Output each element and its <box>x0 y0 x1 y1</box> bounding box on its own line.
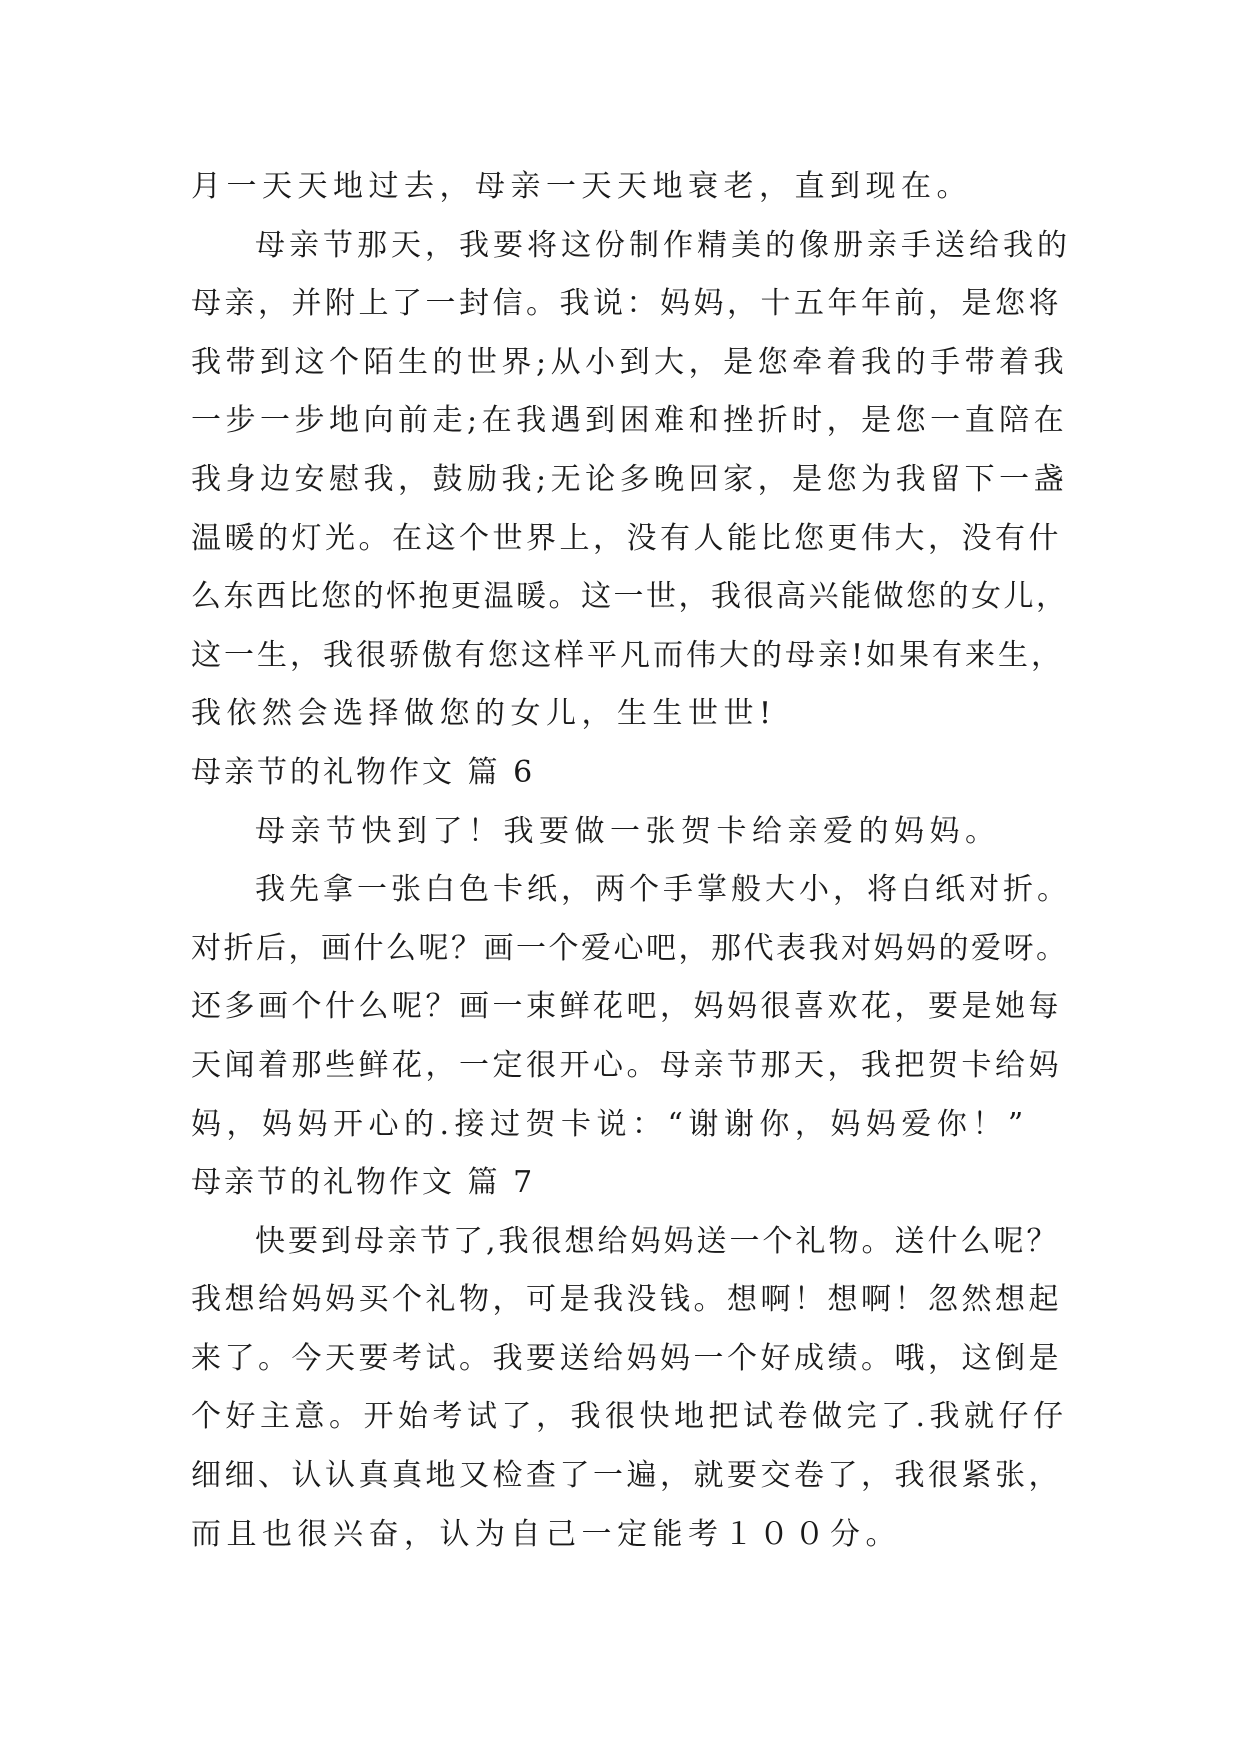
text-line: 么东西比您的怀抱更温暖。这一世，我很高兴能做您的女儿， <box>191 579 1069 615</box>
text-line: 这一生，我很骄傲有您这样平凡而伟大的母亲!如果有来生， <box>191 637 1065 673</box>
section-heading: 母亲节的礼物作文 篇 7 <box>191 1165 536 1201</box>
text-line: 母亲，并附上了一封信。我说：妈妈，十五年年前，是您将 <box>191 286 1062 322</box>
text-line: 快要到母亲节了,我很想给妈妈送一个礼物。送什么呢？ <box>255 1223 1060 1259</box>
section-heading: 母亲节的礼物作文 篇 6 <box>191 754 536 790</box>
text-line: 来了。今天要考试。我要送给妈妈一个好成绩。哦，这倒是 <box>191 1340 1062 1376</box>
text-line: 个好主意。开始考试了，我很快地把试卷做完了.我就仔仔 <box>191 1399 1068 1435</box>
text-line: 我想给妈妈买个礼物，可是我没钱。想啊！想啊！忽然想起 <box>191 1282 1062 1318</box>
text-line: 天闻着那些鲜花，一定很开心。母亲节那天，我把贺卡给妈 <box>191 1047 1062 1083</box>
text-line: 对折后，画什么呢？画一个爱心吧，那代表我对妈妈的爱呀。 <box>191 930 1069 966</box>
text-line: 母亲节那天，我要将这份制作精美的像册亲手送给我的 <box>255 227 1071 263</box>
document-body <box>191 158 1071 1564</box>
text-line: 我依然会选择做您的女儿，生生世世! <box>191 696 777 732</box>
text-line: 月一天天地过去，母亲一天天地衰老，直到现在。 <box>191 169 972 204</box>
text-line: 而且也很兴奋，认为自己一定能考１００分。 <box>191 1516 901 1552</box>
text-line: 细细、认认真真地又检查了一遍，就要交卷了，我很紧张， <box>191 1458 1062 1494</box>
text-line: 我先拿一张白色卡纸，两个手掌般大小，将白纸对折。 <box>255 872 1071 908</box>
text-line: 温暖的灯光。在这个世界上，没有人能比您更伟大，没有什 <box>191 520 1062 556</box>
text-line: 母亲节快到了！我要做一张贺卡给亲爱的妈妈。 <box>255 813 1001 849</box>
text-line: 一步一步地向前走;在我遇到困难和挫折时，是您一直陪在 <box>191 403 1069 439</box>
text-line: 还多画个什么呢？画一束鲜花吧，妈妈很喜欢花，要是她每 <box>191 989 1062 1025</box>
text-line: 妈，妈妈开心的.接过贺卡说：“谢谢你，妈妈爱你！” <box>191 1106 1029 1142</box>
text-line: 我带到这个陌生的世界;从小到大，是您牵着我的手带着我 <box>191 344 1069 380</box>
text-line: 我身边安慰我，鼓励我;无论多晚回家，是您为我留下一盏 <box>191 461 1069 497</box>
